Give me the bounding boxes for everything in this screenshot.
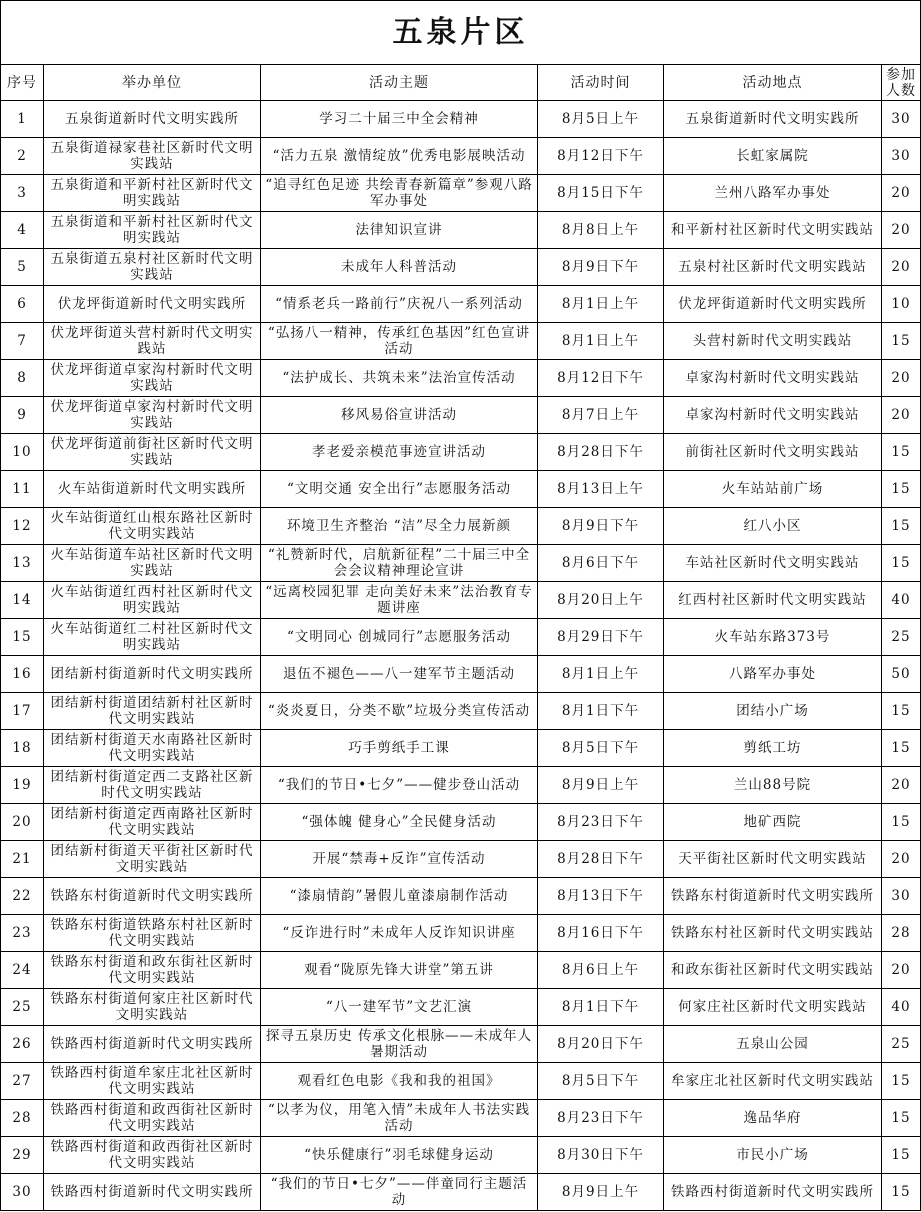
- organizer-cell: 五泉街道和平新村社区新时代文明实践站: [44, 175, 261, 212]
- organizer-cell: 伏龙坪街道卓家沟村新时代文明实践站: [44, 360, 261, 397]
- table-row: [1, 397, 921, 434]
- participant-count-cell: 15: [882, 471, 921, 508]
- theme-cell: “反诈进行时”未成年人反诈知识讲座: [261, 915, 538, 952]
- time-cell: 8月9日上午: [538, 1174, 664, 1211]
- participant-count-cell: 20: [882, 212, 921, 249]
- theme-cell: “漆扇情韵”暑假儿童漆扇制作活动: [261, 878, 538, 915]
- table-row: [1, 1174, 921, 1211]
- time-cell: 8月30日下午: [538, 1137, 664, 1174]
- organizer-cell: 伏龙坪街道新时代文明实践所: [44, 286, 261, 323]
- theme-cell: “活力五泉 激情绽放”优秀电影展映活动: [261, 138, 538, 175]
- header-org: 举办单位: [44, 65, 261, 101]
- row-number: 12: [1, 508, 44, 545]
- place-cell: 红八小区: [664, 508, 882, 545]
- row-number: 17: [1, 693, 44, 730]
- organizer-cell: 铁路西村街道和政西街社区新时代文明实践站: [44, 1137, 261, 1174]
- table-row: [1, 1063, 921, 1100]
- participant-count-cell: 15: [882, 323, 921, 360]
- theme-cell: 环境卫生齐整治 “洁”尽全力展新颜: [261, 508, 538, 545]
- theme-cell: 移风易俗宣讲活动: [261, 397, 538, 434]
- organizer-cell: 五泉街道五泉村社区新时代文明实践站: [44, 249, 261, 286]
- organizer-cell: 团结新村街道天水南路社区新时代文明实践站: [44, 730, 261, 767]
- theme-cell: “远离校园犯罪 走向美好未来”法治教育专题讲座: [261, 582, 538, 619]
- table-row: [1, 434, 921, 471]
- table-row: [1, 323, 921, 360]
- row-number: 26: [1, 1026, 44, 1063]
- place-cell: 火车站东路373号: [664, 619, 882, 656]
- place-cell: 五泉街道新时代文明实践所: [664, 101, 882, 138]
- participant-count-cell: 30: [882, 878, 921, 915]
- place-cell: 五泉山公园: [664, 1026, 882, 1063]
- time-cell: 8月8日上午: [538, 212, 664, 249]
- row-number: 16: [1, 656, 44, 693]
- row-number: 21: [1, 841, 44, 878]
- row-number: 18: [1, 730, 44, 767]
- theme-cell: “八一建军节”文艺汇演: [261, 989, 538, 1026]
- header-count: 参加人数: [882, 65, 921, 101]
- table-row: [1, 360, 921, 397]
- organizer-cell: 伏龙坪街道卓家沟村新时代文明实践站: [44, 397, 261, 434]
- place-cell: 兰州八路军办事处: [664, 175, 882, 212]
- place-cell: 市民小广场: [664, 1137, 882, 1174]
- row-number: 9: [1, 397, 44, 434]
- organizer-cell: 火车站街道红二村社区新时代文明实践站: [44, 619, 261, 656]
- participant-count-cell: 40: [882, 582, 921, 619]
- header-time: 活动时间: [538, 65, 664, 101]
- place-cell: 铁路东村社区新时代文明实践站: [664, 915, 882, 952]
- participant-count-cell: 15: [882, 1100, 921, 1137]
- row-number: 11: [1, 471, 44, 508]
- organizer-cell: 铁路东村街道新时代文明实践所: [44, 878, 261, 915]
- time-cell: 8月15日下午: [538, 175, 664, 212]
- organizer-cell: 团结新村街道天平街社区新时代文明实践站: [44, 841, 261, 878]
- time-cell: 8月1日上午: [538, 656, 664, 693]
- time-cell: 8月6日下午: [538, 545, 664, 582]
- theme-cell: “情系老兵一路前行”庆祝八一系列活动: [261, 286, 538, 323]
- table-row: [1, 804, 921, 841]
- page-title: 五泉片区: [1, 1, 921, 65]
- table-row: [1, 952, 921, 989]
- organizer-cell: 火车站街道红西村社区新时代文明实践站: [44, 582, 261, 619]
- participant-count-cell: 15: [882, 1174, 921, 1211]
- table-row: [1, 878, 921, 915]
- title-row: [1, 1, 921, 65]
- organizer-cell: 铁路西村街道和政西街社区新时代文明实践站: [44, 1100, 261, 1137]
- participant-count-cell: 20: [882, 360, 921, 397]
- place-cell: 地矿西院: [664, 804, 882, 841]
- theme-cell: “快乐健康行”羽毛球健身运动: [261, 1137, 538, 1174]
- participant-count-cell: 20: [882, 952, 921, 989]
- place-cell: 卓家沟村新时代文明实践站: [664, 397, 882, 434]
- row-number: 22: [1, 878, 44, 915]
- table-row: [1, 693, 921, 730]
- organizer-cell: 五泉街道新时代文明实践所: [44, 101, 261, 138]
- organizer-cell: 团结新村街道新时代文明实践所: [44, 656, 261, 693]
- organizer-cell: 伏龙坪街道前街社区新时代文明实践站: [44, 434, 261, 471]
- table-row: [1, 286, 921, 323]
- row-number: 8: [1, 360, 44, 397]
- row-number: 28: [1, 1100, 44, 1137]
- theme-cell: 孝老爱亲模范事迹宣讲活动: [261, 434, 538, 471]
- row-number: 27: [1, 1063, 44, 1100]
- table-row: [1, 1026, 921, 1063]
- theme-cell: “弘扬八一精神，传承红色基因”红色宣讲活动: [261, 323, 538, 360]
- row-number: 23: [1, 915, 44, 952]
- table-row: [1, 1100, 921, 1137]
- table-row: [1, 175, 921, 212]
- time-cell: 8月9日下午: [538, 249, 664, 286]
- organizer-cell: 团结新村街道团结新村社区新时代文明实践站: [44, 693, 261, 730]
- row-number: 1: [1, 101, 44, 138]
- time-cell: 8月20日下午: [538, 1026, 664, 1063]
- time-cell: 8月28日下午: [538, 841, 664, 878]
- table-row: [1, 582, 921, 619]
- time-cell: 8月16日下午: [538, 915, 664, 952]
- time-cell: 8月13日上午: [538, 471, 664, 508]
- organizer-cell: 火车站街道新时代文明实践所: [44, 471, 261, 508]
- participant-count-cell: 30: [882, 138, 921, 175]
- theme-cell: 法律知识宣讲: [261, 212, 538, 249]
- place-cell: 牟家庄北社区新时代文明实践站: [664, 1063, 882, 1100]
- time-cell: 8月12日下午: [538, 360, 664, 397]
- table-row: [1, 1137, 921, 1174]
- place-cell: 长虹家属院: [664, 138, 882, 175]
- place-cell: 何家庄社区新时代文明实践站: [664, 989, 882, 1026]
- organizer-cell: 铁路西村街道新时代文明实践所: [44, 1174, 261, 1211]
- row-number: 15: [1, 619, 44, 656]
- organizer-cell: 铁路东村街道铁路东村社区新时代文明实践站: [44, 915, 261, 952]
- place-cell: 前街社区新时代文明实践站: [664, 434, 882, 471]
- organizer-cell: 团结新村街道定西南路社区新时代文明实践站: [44, 804, 261, 841]
- participant-count-cell: 10: [882, 286, 921, 323]
- participant-count-cell: 20: [882, 767, 921, 804]
- place-cell: 卓家沟村新时代文明实践站: [664, 360, 882, 397]
- time-cell: 8月23日下午: [538, 1100, 664, 1137]
- time-cell: 8月1日上午: [538, 323, 664, 360]
- table-row: [1, 656, 921, 693]
- organizer-cell: 团结新村街道定西二支路社区新时代文明实践站: [44, 767, 261, 804]
- place-cell: 八路军办事处: [664, 656, 882, 693]
- table-row: [1, 545, 921, 582]
- row-number: 5: [1, 249, 44, 286]
- time-cell: 8月13日下午: [538, 878, 664, 915]
- theme-cell: “文明交通 安全出行”志愿服务活动: [261, 471, 538, 508]
- theme-cell: 未成年人科普活动: [261, 249, 538, 286]
- time-cell: 8月6日上午: [538, 952, 664, 989]
- organizer-cell: 火车站街道车站社区新时代文明实践站: [44, 545, 261, 582]
- theme-cell: 开展“禁毒+反诈”宣传活动: [261, 841, 538, 878]
- theme-cell: “我们的节日•七夕”——健步登山活动: [261, 767, 538, 804]
- row-number: 13: [1, 545, 44, 582]
- table-row: [1, 915, 921, 952]
- organizer-cell: 五泉街道和平新村社区新时代文明实践站: [44, 212, 261, 249]
- time-cell: 8月1日上午: [538, 286, 664, 323]
- table-row: [1, 841, 921, 878]
- row-number: 6: [1, 286, 44, 323]
- participant-count-cell: 25: [882, 619, 921, 656]
- row-number: 14: [1, 582, 44, 619]
- participant-count-cell: 20: [882, 249, 921, 286]
- table-row: [1, 101, 921, 138]
- place-cell: 头营村新时代文明实践站: [664, 323, 882, 360]
- participant-count-cell: 25: [882, 1026, 921, 1063]
- participant-count-cell: 15: [882, 1137, 921, 1174]
- participant-count-cell: 15: [882, 545, 921, 582]
- row-number: 3: [1, 175, 44, 212]
- organizer-cell: 铁路西村街道新时代文明实践所: [44, 1026, 261, 1063]
- time-cell: 8月1日下午: [538, 693, 664, 730]
- row-number: 2: [1, 138, 44, 175]
- time-cell: 8月9日下午: [538, 508, 664, 545]
- table-row: [1, 471, 921, 508]
- theme-cell: “强体魄 健身心”全民健身活动: [261, 804, 538, 841]
- time-cell: 8月29日下午: [538, 619, 664, 656]
- time-cell: 8月5日下午: [538, 730, 664, 767]
- place-cell: 团结小广场: [664, 693, 882, 730]
- theme-cell: “追寻红色足迹 共绘青春新篇章”参观八路军办事处: [261, 175, 538, 212]
- participant-count-cell: 15: [882, 434, 921, 471]
- time-cell: 8月28日下午: [538, 434, 664, 471]
- time-cell: 8月5日上午: [538, 101, 664, 138]
- row-number: 24: [1, 952, 44, 989]
- theme-cell: 退伍不褪色——八一建军节主题活动: [261, 656, 538, 693]
- header-place: 活动地点: [664, 65, 882, 101]
- place-cell: 伏龙坪街道新时代文明实践所: [664, 286, 882, 323]
- header-no: 序号: [1, 65, 44, 101]
- participant-count-cell: 20: [882, 841, 921, 878]
- place-cell: 五泉村社区新时代文明实践站: [664, 249, 882, 286]
- place-cell: 火车站站前广场: [664, 471, 882, 508]
- place-cell: 铁路东村街道新时代文明实践所: [664, 878, 882, 915]
- table-row: [1, 249, 921, 286]
- theme-cell: “礼赞新时代，启航新征程”二十届三中全会会议精神理论宣讲: [261, 545, 538, 582]
- place-cell: 红西村社区新时代文明实践站: [664, 582, 882, 619]
- organizer-cell: 铁路东村街道何家庄社区新时代文明实践站: [44, 989, 261, 1026]
- theme-cell: 观看“陇原先锋大讲堂”第五讲: [261, 952, 538, 989]
- theme-cell: “我们的节日•七夕”——伴童同行主题活动: [261, 1174, 538, 1211]
- participant-count-cell: 15: [882, 508, 921, 545]
- place-cell: 铁路西村街道新时代文明实践所: [664, 1174, 882, 1211]
- place-cell: 车站社区新时代文明实践站: [664, 545, 882, 582]
- table-row: [1, 767, 921, 804]
- time-cell: 8月7日上午: [538, 397, 664, 434]
- place-cell: 和平新村社区新时代文明实践站: [664, 212, 882, 249]
- header-row: [1, 65, 921, 101]
- time-cell: 8月5日下午: [538, 1063, 664, 1100]
- theme-cell: 巧手剪纸手工课: [261, 730, 538, 767]
- participant-count-cell: 30: [882, 101, 921, 138]
- theme-cell: “文明同心 创城同行”志愿服务活动: [261, 619, 538, 656]
- table-row: [1, 212, 921, 249]
- place-cell: 兰山88号院: [664, 767, 882, 804]
- time-cell: 8月9日上午: [538, 767, 664, 804]
- row-number: 25: [1, 989, 44, 1026]
- time-cell: 8月12日下午: [538, 138, 664, 175]
- participant-count-cell: 15: [882, 730, 921, 767]
- participant-count-cell: 20: [882, 397, 921, 434]
- participant-count-cell: 15: [882, 693, 921, 730]
- row-number: 29: [1, 1137, 44, 1174]
- participant-count-cell: 40: [882, 989, 921, 1026]
- place-cell: 和政东街社区新时代文明实践站: [664, 952, 882, 989]
- participant-count-cell: 50: [882, 656, 921, 693]
- organizer-cell: 火车站街道红山根东路社区新时代文明实践站: [44, 508, 261, 545]
- row-number: 19: [1, 767, 44, 804]
- row-number: 7: [1, 323, 44, 360]
- theme-cell: “以孝为仪，用笔入情”未成年人书法实践活动: [261, 1100, 538, 1137]
- row-number: 10: [1, 434, 44, 471]
- place-cell: 逸品华府: [664, 1100, 882, 1137]
- participant-count-cell: 20: [882, 175, 921, 212]
- theme-cell: 学习二十届三中全会精神: [261, 101, 538, 138]
- row-number: 20: [1, 804, 44, 841]
- header-theme: 活动主题: [261, 65, 538, 101]
- participant-count-cell: 15: [882, 1063, 921, 1100]
- time-cell: 8月20日上午: [538, 582, 664, 619]
- row-number: 30: [1, 1174, 44, 1211]
- place-cell: 剪纸工坊: [664, 730, 882, 767]
- table-row: [1, 138, 921, 175]
- table-row: [1, 989, 921, 1026]
- time-cell: 8月23日下午: [538, 804, 664, 841]
- theme-cell: “法护成长、共筑未来”法治宣传活动: [261, 360, 538, 397]
- participant-count-cell: 15: [882, 804, 921, 841]
- organizer-cell: 五泉街道禄家巷社区新时代文明实践站: [44, 138, 261, 175]
- organizer-cell: 铁路东村街道和政东街社区新时代文明实践站: [44, 952, 261, 989]
- time-cell: 8月1日下午: [538, 989, 664, 1026]
- theme-cell: 观看红色电影《我和我的祖国》: [261, 1063, 538, 1100]
- theme-cell: “炎炎夏日，分类不歇”垃圾分类宣传活动: [261, 693, 538, 730]
- table-row: [1, 730, 921, 767]
- place-cell: 天平街社区新时代文明实践站: [664, 841, 882, 878]
- theme-cell: 探寻五泉历史 传承文化根脉——未成年人暑期活动: [261, 1026, 538, 1063]
- organizer-cell: 伏龙坪街道头营村新时代文明实践站: [44, 323, 261, 360]
- table-row: [1, 619, 921, 656]
- table-row: [1, 508, 921, 545]
- row-number: 4: [1, 212, 44, 249]
- participant-count-cell: 28: [882, 915, 921, 952]
- organizer-cell: 铁路西村街道牟家庄北社区新时代文明实践站: [44, 1063, 261, 1100]
